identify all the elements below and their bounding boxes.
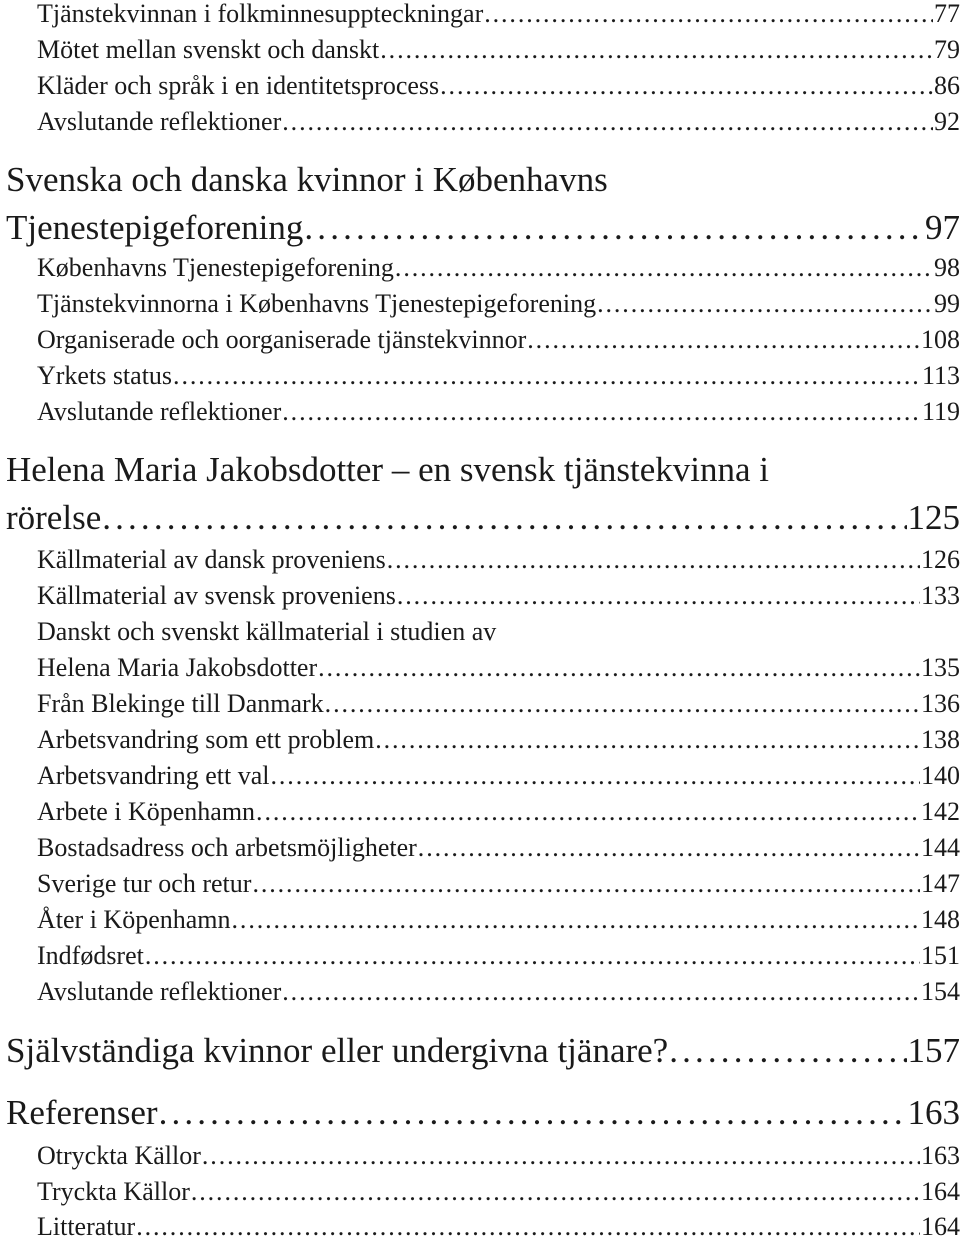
dot-leader bbox=[440, 71, 933, 101]
dot-leader bbox=[669, 1031, 906, 1071]
dot-leader bbox=[484, 0, 933, 29]
toc-entry bbox=[37, 725, 960, 755]
toc-entry-title: Otryckta Källor bbox=[37, 1141, 201, 1170]
toc-entry-title: Arbetsvandring ett val bbox=[37, 761, 270, 790]
toc-entry bbox=[37, 397, 960, 427]
dot-leader bbox=[282, 397, 921, 427]
toc-page-number: 119 bbox=[921, 397, 960, 426]
toc-page-number: 108 bbox=[921, 325, 960, 354]
toc-entry-title: Källmaterial av svensk proveniens bbox=[37, 581, 396, 610]
toc-entry bbox=[37, 71, 960, 101]
dot-leader bbox=[380, 35, 933, 65]
toc-page-number: 157 bbox=[907, 1031, 960, 1070]
toc-chapter-title: Helena Maria Jakobsdotter – en svensk tjänstekvinna i bbox=[6, 450, 769, 489]
toc-entry bbox=[37, 869, 960, 899]
toc-page-number: 79 bbox=[934, 35, 960, 64]
toc-entry bbox=[37, 361, 960, 391]
toc-page-number: 164 bbox=[921, 1177, 960, 1206]
toc-entry bbox=[37, 545, 960, 575]
toc-chapter-title: Svenska och danska kvinnor i Københavns bbox=[6, 160, 608, 199]
toc-page-number: 133 bbox=[921, 581, 960, 610]
toc-page-number: 97 bbox=[925, 208, 960, 247]
toc-entry bbox=[37, 833, 960, 863]
toc-page-number: 125 bbox=[907, 498, 960, 537]
toc-entry-title: Arbetsvandring som ett problem bbox=[37, 725, 375, 754]
toc-entry-title: Kläder och språk i en identitetsprocess bbox=[37, 71, 440, 100]
toc-page-number: 144 bbox=[921, 833, 960, 862]
toc-page-number: 140 bbox=[921, 761, 960, 790]
toc-entry bbox=[37, 905, 960, 935]
dot-leader bbox=[395, 253, 933, 283]
dot-leader bbox=[282, 977, 920, 1007]
toc-entry-title: Københavns Tjenestepigeforening bbox=[37, 253, 394, 282]
toc-page-number: 98 bbox=[934, 253, 960, 282]
toc-entry bbox=[37, 689, 960, 719]
toc-entry bbox=[37, 977, 960, 1007]
toc-page-number: 142 bbox=[921, 797, 960, 826]
toc-entry-title: Mötet mellan svenskt och danskt bbox=[37, 35, 380, 64]
toc-entry-title: Tryckta Källor bbox=[37, 1177, 190, 1206]
toc-entry-title: Från Blekinge till Danmark bbox=[37, 689, 324, 718]
toc-page-number: 154 bbox=[921, 977, 960, 1006]
toc-page-number: 86 bbox=[934, 71, 960, 100]
toc-entry bbox=[37, 761, 960, 791]
toc-entry bbox=[37, 653, 960, 683]
dot-leader bbox=[387, 545, 920, 575]
toc-chapter-title: rörelse bbox=[6, 498, 102, 537]
dot-leader bbox=[202, 1141, 920, 1171]
dot-leader bbox=[256, 797, 920, 827]
toc-page-number: 147 bbox=[921, 869, 960, 898]
dot-leader bbox=[136, 1212, 920, 1242]
toc-entry bbox=[37, 0, 960, 29]
dot-leader bbox=[325, 689, 920, 719]
toc-entry-title: Avslutande reflektioner bbox=[37, 977, 282, 1006]
toc-entry bbox=[37, 797, 960, 827]
dot-leader bbox=[271, 761, 921, 791]
toc-entry bbox=[37, 1212, 960, 1242]
toc-page-number: 163 bbox=[907, 1093, 960, 1132]
toc-chapter-title: Självständiga kvinnor eller undergivna tjänare? bbox=[6, 1031, 669, 1070]
dot-leader bbox=[418, 833, 920, 863]
toc-entry bbox=[37, 289, 960, 319]
toc-entry bbox=[37, 325, 960, 355]
toc-entry-title: Avslutande reflektioner bbox=[37, 107, 282, 136]
toc-chapter bbox=[6, 498, 960, 538]
toc-entry bbox=[37, 253, 960, 283]
dot-leader bbox=[173, 361, 921, 391]
toc-chapter bbox=[6, 1031, 960, 1071]
toc-entry bbox=[37, 35, 960, 65]
toc-entry-title: Tjänstekvinnan i folkminnesuppteckningar bbox=[37, 0, 484, 28]
toc-page-number: 113 bbox=[921, 361, 960, 390]
toc-page-number: 138 bbox=[921, 725, 960, 754]
toc-entry-title: Danskt och svenskt källmaterial i studien av bbox=[37, 617, 497, 646]
toc-chapter-title: Tjenestepigeforening bbox=[6, 208, 304, 247]
toc-page-number: 136 bbox=[921, 689, 960, 718]
toc-page-number: 92 bbox=[934, 107, 960, 136]
toc-entry-title: Åter i Köpenhamn bbox=[37, 905, 231, 934]
toc-entry-title: Yrkets status bbox=[37, 361, 173, 390]
toc-page-number: 135 bbox=[921, 653, 960, 682]
toc-page-number: 99 bbox=[934, 289, 960, 318]
dot-leader bbox=[375, 725, 920, 755]
dot-leader bbox=[191, 1177, 920, 1207]
dot-leader bbox=[232, 905, 920, 935]
toc-page-number: 126 bbox=[921, 545, 960, 574]
toc-entry-title: Sverige tur och retur bbox=[37, 869, 252, 898]
toc-entry-title: Indfødsret bbox=[37, 941, 144, 970]
toc-entry-title: Arbete i Köpenhamn bbox=[37, 797, 256, 826]
dot-leader bbox=[159, 1093, 907, 1133]
toc-entry bbox=[37, 581, 960, 611]
toc-page-number: 164 bbox=[921, 1212, 960, 1241]
dot-leader bbox=[397, 581, 920, 611]
toc-entry-line bbox=[37, 617, 960, 647]
toc-entry bbox=[37, 941, 960, 971]
dot-leader bbox=[597, 289, 933, 319]
toc-entry-title: Litteratur bbox=[37, 1212, 136, 1241]
dot-leader bbox=[304, 208, 924, 248]
dot-leader bbox=[252, 869, 920, 899]
dot-leader bbox=[318, 653, 920, 683]
toc-entry bbox=[37, 107, 960, 137]
toc-page-number: 148 bbox=[921, 905, 960, 934]
toc-entry bbox=[37, 1177, 960, 1207]
toc-page-number: 151 bbox=[921, 941, 960, 970]
toc-entry-title: Organiserade och oorganiserade tjänstekvinnor bbox=[37, 325, 527, 354]
dot-leader bbox=[282, 107, 933, 137]
toc-chapter-line bbox=[6, 160, 960, 200]
toc-entry-title: Helena Maria Jakobsdotter bbox=[37, 653, 318, 682]
toc-page-number: 77 bbox=[934, 0, 960, 28]
toc-entry-title: Källmaterial av dansk proveniens bbox=[37, 545, 386, 574]
toc-page-number: 163 bbox=[921, 1141, 960, 1170]
toc-chapter-line bbox=[6, 450, 960, 490]
toc-entry-title: Avslutande reflektioner bbox=[37, 397, 282, 426]
dot-leader bbox=[145, 941, 920, 971]
dot-leader bbox=[527, 325, 920, 355]
dot-leader bbox=[102, 498, 906, 538]
toc-entry bbox=[37, 1141, 960, 1171]
toc-entry-title: Tjänstekvinnorna i Københavns Tjenestepigeforening bbox=[37, 289, 597, 318]
toc-chapter bbox=[6, 1093, 960, 1133]
toc-entry-title: Bostadsadress och arbetsmöjligheter bbox=[37, 833, 417, 862]
toc-chapter-title: Referenser bbox=[6, 1093, 158, 1132]
toc-chapter bbox=[6, 208, 960, 248]
